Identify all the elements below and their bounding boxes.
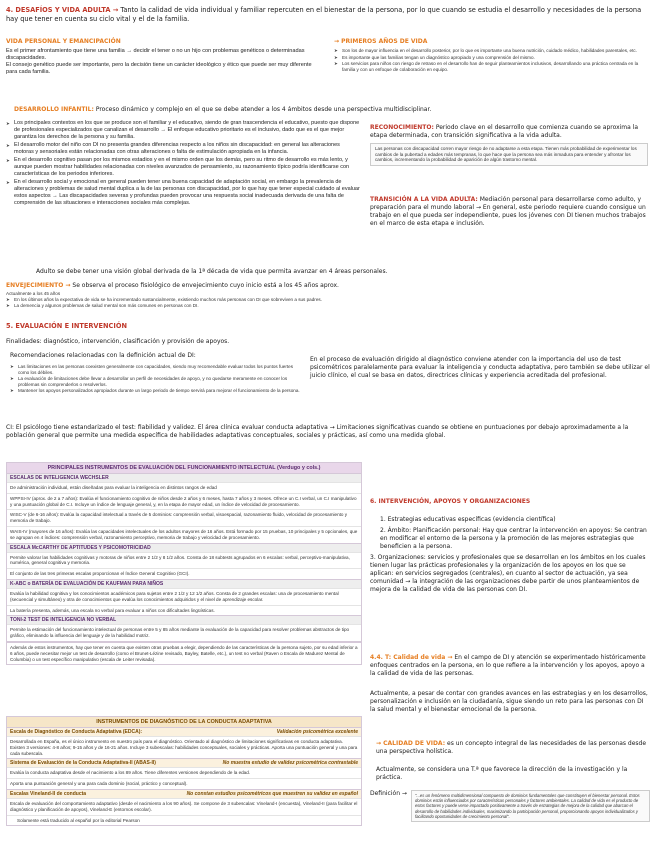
table-section-heading <box>7 727 361 736</box>
transicion-text: Mediación personal para desarrollarse como adulto, y preparación para el mundo laboral → En general, este periodo requiere cuando consigue un trabajo en el que pueda ser independiente, pues los jóvenes con DI tienen muchos trabajos en el marco de esta etapa e inclusión. <box>370 196 646 227</box>
table-title: INSTRUMENTOS DE DIAGNÓSTICO DE LA CONDUCTA ADAPTATIVA <box>7 717 361 727</box>
recomendaciones-title: Recomendaciones relacionadas con la definición actual de DI: <box>10 352 196 359</box>
vida-personal-title: VIDA PERSONAL Y EMANCIPACIÓN <box>6 38 121 45</box>
envejecimiento-text: Se observa el proceso fisiológico de envejecimiento cuyo inicio está a los 45 años aprox. <box>72 282 339 289</box>
reconocimiento-title: RECONOCIMIENTO: <box>370 124 434 131</box>
desarrollo-title: DESARROLLO INFANTIL: <box>14 106 94 113</box>
section-4-title: 4. DESAFÍOS Y VIDA ADULTA → <box>6 6 119 14</box>
desarrollo-item: ➤ El desarrollo motor del niño con DI no presenta grandes diferencias respecto a los niños sin discapacidad: en general las alteraciones motoras y sensoriales están relacionadas con otras alteraciones o falta de estimulación apropiada en la infancia. <box>6 142 360 156</box>
section-5-subtitle: Finalidades: diagnóstico, intervención, clasificación y provisión de apoyos. <box>6 338 230 345</box>
conducta-adaptativa-table <box>6 716 362 826</box>
reconocimiento-block <box>370 124 648 166</box>
section-4-header <box>6 6 650 24</box>
calidad-title: → CALIDAD DE VIDA: <box>376 740 446 747</box>
table-section-tag: No constan estudios psicométricos que muestren su validez en español <box>186 790 358 797</box>
transicion-block <box>370 196 648 228</box>
envejecimiento-list <box>6 297 646 309</box>
vida-personal-p2: El consejo genético puede ser importante, pero la decisión tiene un carácter ideológico y ético que puede ser muy diferente para cada familia. <box>6 62 312 75</box>
table-cell: Permite la estimación del funcionamiento intelectual de personas entre 5 y 85 años mediante la evaluación de la capacidad para resolver problemas abstractos de tipo gráfico, eliminando la influencia del lenguaje y de la habilidad motriz. <box>7 624 361 641</box>
reconocimiento-text: Periodo clave en el desarrollo que comienza cuando se aproxima la etapa determinada, con transición significativa a la vida adulta. <box>370 124 639 139</box>
ci-note: CI: El psicólogo tiene estandarizado el test: fiabilidad y validez. El área clínica evaluar conducta adaptativa → Limitaciones significativas cuando se obtiene en puntuaciones por debajo aproximadamente a la población general que permite una medida específica de habilidades adaptativas conceptuales, sociales y prácticas, así como una medida global. <box>6 424 629 439</box>
envejecimiento-intro: Actualmente a los 45 años <box>6 291 61 296</box>
table-section-name: Escala de Diagnóstico de Conducta Adaptativa (EDCA): <box>10 729 143 735</box>
section-5-title: 5. EVALUACIÓN E INTERVENCIÓN <box>6 322 127 330</box>
reconocimiento-note: Las personas con discapacidad corren mayor riesgo de no adaptarse a esta etapa. Tienen más probabilidad de experimentar los cambios de la pubertad a edades más tempranas, lo que hace que la persona sea más inmadura para entender y afrontar los cambios, incrementando la probabilidad de aparición de algún trastorno mental. <box>370 143 648 166</box>
actualmente-text: Actualmente, a pesar de contar con grandes avances en las estrategias y en los desarrollos, personalización e inclusión en la ciudadanía, sigue siendo un reto para las personas con DI la salud mental y el bienestar emocional de la persona. <box>370 690 648 713</box>
desarrollo-list <box>6 120 360 208</box>
envejecimiento-item: ➤ En los últimos años la expectativa de vida se ha incrementado sustancialmente, existiendo muchos más personas con DI que sobreviven a sus padres. <box>6 297 646 303</box>
desarrollo-item: ➤ En el desarrollo cognitivo pasan por los mismos estadios y en el mismo orden que los demás, pero su ritmo de desarrollo es más lento, y aunque pueden mostrar habilidades relacionadas con niveles avanzados de pensamiento, su razonamiento típico podría identificarse con características de los periodos inferiores. <box>6 157 360 178</box>
table-cell: WPPSI-IV (aprox. de 2 a 7 años): Evalúa el funcionamiento cognitivo de niños desde 2 años y 6 meses, hasta 7 años y 3 meses. Ofrece un C.I verbal, un C.I manipulativo y una puntuación global de C.I. Incluye un índice de lenguaje general, y, en la etapa de mayor edad, un índice de velocidad de procesamiento. <box>7 493 361 510</box>
desarrollo-item: ➤ En el desarrollo social y emocional en general pueden tener una buena capacidad de adaptación social, en embargo la prevalencia de alteraciones y problemas de salud mental duplica a la de las personas con discapacidad, por lo que hay que tener especial cuidado al evaluar estos aspectos → Las discapacidades severas y profundas pueden provocar una respuesta social inadecuada derivada de una falta de comprensión de las situaciones e interacciones sociales más complejas. <box>6 179 360 207</box>
table-cell: La batería presenta, además, una escala no verbal para evaluar a niños con dificultades lingüísticas. <box>7 605 361 616</box>
table-section-heading: ESCALA McCARTHY DE APTITUDES Y PSICOMOTRICIDAD <box>7 543 361 552</box>
vida-personal-block <box>6 38 324 76</box>
table-cell: Evalúa la habilidad cognitiva y los conocimientos académicos para sujetos entre 2 1/2 y 12 1/2 años. Consta de 2 grandes escalas: una de procesamiento mental (secuencial y simultáneo) y otra de conocimientos que evalúa los conocimientos adquiridos y el nivel de aprendizaje escolar. <box>7 588 361 605</box>
primeros-item: ➤ Es importante que las familias tengan un diagnóstico apropiado y una comprensión del mismo. <box>334 55 650 61</box>
definicion-quote: "...es un fenómeno multidimensional compuesto de dominios fundamentales que constituyen el bienestar personal. Estos dominios están influenciados por características personales y factores ambientales. La calidad de vida es el producto de estos factores y puede verse impactado positivamente a través de estrategias de mejora de la calidad que abarcan el desarrollo de habilidades individuales, maximizando la participación personal, proporcionando apoyos individualizados y facilitando oportunidades de crecimiento personal". <box>411 790 650 822</box>
table-cell: Aporta una puntuación general y una para cada dominio (social, práctico y conceptual). <box>7 778 361 789</box>
table-cell: Escala de evaluación del comportamiento adaptativo (desde el nacimiento a los 90 años). Se compone de 3 subescalas: Vineland-I (encuesta), Vineland-II (para facilitar el diagnóstico y planificación de apoyos), Vineland-E (entornos escolar). <box>7 798 361 815</box>
table-title: PRINCIPALES INSTRUMENTOS DE EVALUACIÓN DEL FUNCIONAMIENTO INTELECTUAL (Verdugo y cols.) <box>7 463 361 473</box>
table-section-heading: K-ABC o BATERÍA DE EVALUACIÓN DE KAUFMAN PARA NIÑOS <box>7 579 361 588</box>
table-section-name: Sistema de Evaluación de la Conducta Adaptativa-II (ABAS-II) <box>10 760 156 767</box>
desarrollo-subtitle: Proceso dinámico y complejo en el que se debe atender a los 4 ámbitos desde una perspectiva multidisciplinar. <box>95 106 432 113</box>
table-section-heading <box>7 789 361 798</box>
adulto-note: Adulto se debe tener una visión global derivada de la 1ª década de vida que permita avanzar en 4 áreas personales. <box>36 268 388 275</box>
table-footer: Además de estos instrumentos, hay que tener en cuenta que existen otras pruebas a elegir, dependiendo de las características de la persona sujeto, por su edad inferior a 6 años, puede necesitar mejor un test de desarrollo (como el Brunet-Lézine revisado, Bayley, Batelle, etc.), un test no verbal (Raven o Escala de Madurez Mental de Columbia) o un test específico manipulativo (escala de Leiter revisada). <box>7 641 361 664</box>
instrumentos-intelectual-table <box>6 462 362 665</box>
table-cell: De administración individual, están diseñadas para evaluar la inteligencia en distintos rangos de edad <box>7 482 361 493</box>
section-6-title: 6. INTERVENCIÓN, APOYOS Y ORGANIZACIONES <box>370 498 531 505</box>
primeros-block <box>334 38 650 73</box>
primeros-item: ➤ Los servicios para niños con riesgo de retraso en el desarrollo han de seguir planteamientos inclusivos, desarrollando una práctica centrada en la familia y con un enfoque de colaboración en equipo. <box>334 61 650 72</box>
transicion-title: TRANSICIÓN A LA VIDA ADULTA: <box>370 196 478 203</box>
table-section-heading <box>7 758 361 767</box>
primeros-title: → PRIMEROS AÑOS DE VIDA <box>334 38 428 45</box>
envejecimiento-title: ENVEJECIMIENTO → <box>6 282 71 289</box>
recomendaciones-item: ➤ Mantener los apoyos personalizados apropiados durante un largo periodo de tiempo servirá para mejorar el funcionamiento de la persona. <box>10 388 304 394</box>
table-cell: Permite valorar las habilidades cognitivas y motoras de niños entre 2 1/2 y 8 1/2 años. Consta de 18 subtests agrupados en 6 escalas: verbal, perceptivo-manipulativa, numérica, general cognitiva y memoria. <box>7 552 361 569</box>
section-6-block <box>370 498 650 594</box>
definicion-block <box>370 790 650 822</box>
primeros-item: ➤ Son los de mayor influencia en el desarrollo posterior, por lo que es importante una buena nutrición, cuidado médico, habilidades parentales, etc. <box>334 48 650 54</box>
envejecimiento-block <box>6 282 646 310</box>
calidad-vida-44-block <box>370 654 650 678</box>
proceso-text: En el proceso de evaluación dirigido al diagnóstico conviene atender con la importancia del uso de test psicométricos paralelamente para evaluar la inteligencia y conducta adaptativa, pero también se debe utilizar el juicio clínico, el cual se basa en datos, directrices clínicas y experiencia acreditada del profesional. <box>310 356 650 379</box>
table-cell: WISC-V (de 6-16 años): Evalúa la capacidad intelectual a través de 5 dominios: comprensión verbal, visoespacial, razonamiento fluido, velocidad de procesamiento y memoria de trabajo. <box>7 509 361 526</box>
definicion-label: Definición → <box>370 790 407 797</box>
table-cell: Desarrollada en España, es el único instrumento en nuestro país para el diagnóstico. Orientado al diagnóstico de limitaciones significativas en conducta adaptativa. Existen 3 versiones: 4-8 años; 9-15 años y de 16-21 años. Incluye 3 subescalas: habilidades conceptuales, sociales y prácticas. Aporta una puntuación general y una para cada subescala. <box>7 736 361 758</box>
table-section-tag: Validación psicométrica excelente <box>276 729 358 735</box>
recomendaciones-list <box>10 364 304 394</box>
calidad-text: es un concepto integral de las necesidades de las personas desde una perspectiva holística. <box>376 740 647 755</box>
vida-personal-p1: Es el primer afrontamiento que tiene una familia → decidir el tener o no un hijo con problemas genéticos o determinadas discapacidades. <box>6 48 305 61</box>
desarrollo-item: ➤ Los principales contextos en los que se produce son el familiar y el educativo, siendo de gran trascendencia el educativo, puesto que dispone de profesionales especializados que canalizan el desarrollo → El enfoque educativo prioritario es el inclusivo, dado que es el que mejor garantiza los derechos de la persona y su familia. <box>6 120 360 141</box>
calidad-line2: Actualmente, se considera una T.ª que favorece la dirección de la investigación y la práctica. <box>376 766 628 781</box>
recomendaciones-item: ➤ La evaluación de limitaciones debe llevar a desarrollar un perfil de necesidades de apoyo, y no quedarse meramente en conocer los problemas sin comprenderlos o resolverlos. <box>10 376 304 387</box>
table-cell: WAIS-IV (mayores de 16 años): Evalúa las capacidades intelectuales de los adultos mayores de 16 años. Está formado por 15 pruebas, 10 principales y 5 opcionales, que se agrupan en 4 índices: comprensión verbal, razonamiento perceptivo, memoria de trabajo y velocidad de procesamiento. <box>7 526 361 543</box>
calidad-block <box>376 740 650 756</box>
table-section-heading: ESCALAS DE INTELIGENCIA WECHSLER <box>7 473 361 482</box>
table-section-tag: No muestra estudio de validez psicométrica contrastable <box>222 760 358 767</box>
section-6-item: 1. Estrategias educativas específicas (evidencia científica) <box>380 516 556 523</box>
desarrollo-header <box>14 106 614 114</box>
section-4-text: Tanto la calidad de vida individual y familiar repercuten en el bienestar de la persona, por lo que cuando se estudia el desarrollo y necesidades de la persona hay que tener en cuenta su ciclo vital y el de la familia. <box>6 6 642 23</box>
table-section-name: Escalas Vineland-II de conducta <box>10 790 87 797</box>
table-cell: Evalúa la conducta adaptativa desde el nacimiento a los 89 años. Tiene diferentes versiones dependiendo de la edad. <box>7 767 361 778</box>
section-6-item: 3. Organizaciones: servicios y profesionales que se desarrollan en los ámbitos en los cuales tienen lugar las prácticas profesionales y la organización de los apoyos en los que se aplican: en servicios segregados (centrales), en cuanto al sector de actuación, ya sea comunidad → la integración de las organizaciones debe partir de unos planteamientos de mejora de la calidad de vida de las personas con DI. <box>370 554 646 593</box>
section-6-item: 2. Ámbito: Planificación personal: Hay que centrar la intervención en apoyos: Se centran en modificar el entorno de la persona y la promoción de las mejores estrategias que beneficien a la persona. <box>380 527 647 550</box>
calidad-vida-44-title: 4.4. T: Calidad de vida → <box>370 654 453 661</box>
recomendaciones-block <box>10 352 304 395</box>
table-cell: El conjunto de las tres primeras escalas proporcionan el Índice General Cognitivo (GCI). <box>7 568 361 579</box>
primeros-list <box>334 48 650 72</box>
table-cell: Solamente está traducido al español por la editorial Pearson <box>7 815 361 826</box>
table-section-heading: TONI-2 TEST DE INTELIGENCIA NO VERBAL <box>7 615 361 624</box>
calidad-vida-44-text: En el campo de DI y atención se experimentado históricamente enfoques centrados en la persona, en lo que refiere a la intervención y los apoyos, apoyo a la calidad de vida de las personas. <box>370 654 646 677</box>
envejecimiento-item: ➤ La demencia y algunos problemas de salud mental son más comunes en personas con DI. <box>6 303 646 309</box>
recomendaciones-item: ➤ Las limitaciones en las personas coexisten generalmente con capacidades, siendo muy recomendable evaluar todos los puntos fuertes como los débiles. <box>10 364 304 375</box>
